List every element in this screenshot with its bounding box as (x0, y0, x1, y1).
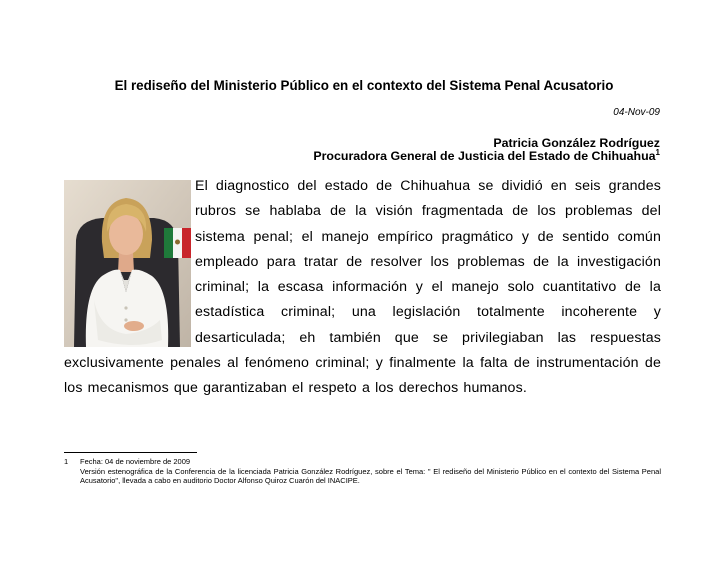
author-name: Patricia González Rodríguez (493, 136, 660, 150)
footnote-reference[interactable]: 1 (655, 148, 660, 157)
footnote-number: 1 (64, 457, 69, 466)
author-role (313, 148, 660, 165)
footnote-date: Fecha: 04 de noviembre de 2009 (80, 457, 191, 466)
author-role-text: Procuradora General de Justicia del Estado de Chihuahua (313, 149, 656, 163)
person-portrait-icon (64, 180, 191, 347)
footnote-divider (64, 452, 197, 453)
document-date: 04-Nov-09 (613, 107, 660, 118)
hands (124, 321, 144, 331)
body-paragraph-text: El diagnostico del estado de Chihuahua se dividió en seis grandes rubros se hablaba de la visión fragmentada de los problemas del sistema penal; el manejo empírico pragmático y de sentido común empleado para tratar de resolver los problemas de la investigación criminal; la escasa información y el manejo solo cuantitativo de la estadística criminal; una legislación totalmente incoherente y desarticulada; eh también que se privilegiaban las respuestas exclusivamente penales al fenómeno criminal; y finalmente la falta de instrumentación de los mecanismos que garantizaban el respeto a los derechos humanos. (64, 178, 661, 397)
jacket-button (124, 318, 127, 321)
footnote-description: Versión estenográfica de la Conferencia de la licenciada Patricia González Rodríguez, sobre el Tema: " El rediseño del Ministerio Público en el contexto del Sistema Penal Acusatorio", llevada a cabo en auditorio Doctor Alfonso Quiroz Cuarón del INACIPE. (80, 466, 661, 485)
mexico-flag-icon (164, 228, 191, 258)
jacket-button (124, 306, 127, 309)
footnote (64, 457, 661, 486)
page-title: El rediseño del Ministerio Público en el contexto del Sistema Penal Acusatorio (114, 78, 614, 93)
footnote-body (80, 457, 661, 486)
